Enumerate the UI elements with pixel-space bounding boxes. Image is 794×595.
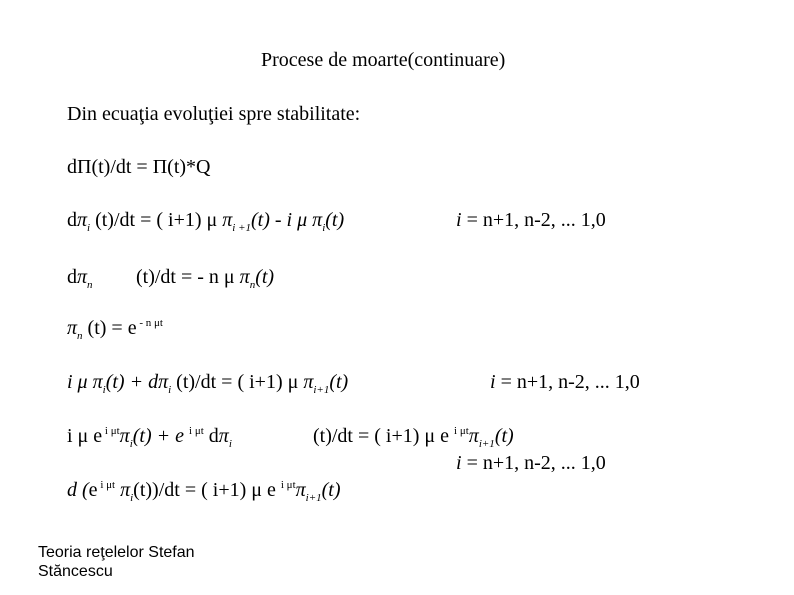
equation-6-range: i = n+1, n-2, ... 1,0 [456, 452, 606, 474]
footer-credit [38, 543, 195, 581]
equation-1: dΠ(t)/dt = Π(t)*Q [67, 156, 211, 178]
equation-4: $\pi_n$ (t) = e $^{- n \mu t}$ [67, 317, 163, 342]
footer-line-1: Teoria reţelelor Stefan [38, 544, 195, 561]
equation-3-rhs: (t)/dt = - n μ $\pi_n(t)$ [136, 266, 275, 291]
equation-3: $d\pi_n$ [67, 266, 93, 291]
intro-text: Din ecuaţia evoluţiei spre stabilitate: [67, 103, 361, 125]
footer-line-2: Stăncescu [38, 563, 113, 580]
equation-7: d (e $^{i \mu t}$ $\pi_i(t))/dt$ = ( i+1) μ e $^{i \mu t}\pi_{i+1}(t)$ [67, 479, 341, 504]
equation-2-range: i = n+1, n-2, ... 1,0 [456, 209, 606, 231]
equation-5: i μ $\pi_i(t) + d\pi_i$ (t)/dt = ( i+1) μ $\pi_{i+1}(t)$ [67, 371, 349, 396]
equation-2: $d\pi_i$ (t)/dt = ( i+1) μ $\pi_{i +1}(t)$ - i μ $\pi_i(t)$ [67, 209, 345, 234]
equation-6-rhs: (t)/dt = ( i+1) μ e $^{i \mu t}\pi_{i+1}(t)$ [313, 425, 514, 450]
equation-5-range: i = n+1, n-2, ... 1,0 [490, 371, 640, 393]
equation-6: i μ e $^{i \mu t}\pi_i(t) + e$ $^{i \mu t}$ $d\pi_i$ [67, 425, 232, 450]
slide-title: Procese de moarte(continuare) [261, 49, 506, 71]
